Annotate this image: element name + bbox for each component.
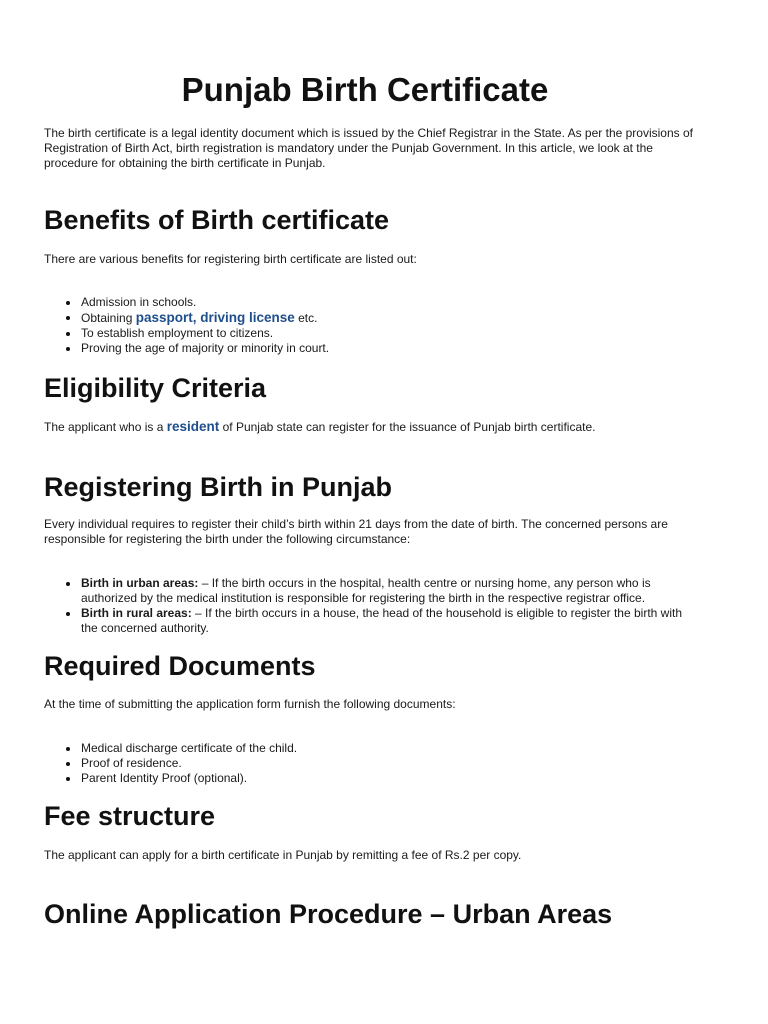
registering-list — [44, 576, 701, 636]
list-item — [81, 771, 701, 786]
benefits-intro: There are various benefits for registering birth certificate are listed out: — [44, 252, 417, 266]
documents-intro: At the time of submitting the application form furnish the following documents: — [44, 697, 456, 711]
list-item-text: etc. — [294, 311, 318, 325]
eligibility-paragraph — [44, 419, 694, 435]
list-item-text: Proving the age of majority or minority in court. — [81, 341, 330, 355]
list-item — [81, 756, 701, 771]
list-item — [81, 741, 701, 756]
documents-heading: Required Documents — [44, 651, 316, 681]
fee-paragraph: The applicant can apply for a birth certificate in Punjab by remitting a fee of Rs.2 per copy. — [44, 848, 522, 862]
registering-paragraph: Every individual requires to register their child’s birth within 21 days from the date of birth. The concerned persons are responsible for registering the birth under the following circumstance: — [44, 517, 668, 546]
eligibility-heading: Eligibility Criteria — [44, 373, 267, 403]
list-item — [81, 576, 701, 606]
fee-heading: Fee structure — [44, 801, 216, 831]
page-title: Punjab Birth Certificate — [181, 71, 549, 108]
rural-text: – If the birth occurs in a house, the head of the household is eligible to register the birth with the concerned authority. — [81, 606, 682, 635]
list-item-text: Parent Identity Proof (optional). — [81, 771, 248, 785]
resident-link[interactable]: resident — [166, 419, 220, 434]
urban-text: – If the birth occurs in the hospital, health centre or nursing home, any person who is authorized by the medical institution is responsible for registering the birth in the respective registrar office. — [81, 576, 651, 605]
eligibility-text: The applicant who is a — [44, 420, 167, 434]
rural-term: Birth in rural areas: — [81, 606, 192, 620]
online-procedure-heading: Online Application Procedure – Urban Areas — [44, 899, 613, 929]
benefits-heading: Benefits of Birth certificate — [44, 205, 390, 235]
passport-driving-license-link[interactable]: passport, driving license — [135, 310, 295, 325]
list-item — [81, 295, 701, 310]
intro-paragraph: The birth certificate is a legal identity document which is issued by the Chief Registrar in the State. As per the provisions of Registration of Birth Act, birth registration is mandatory under the Punjab Government. In this article, we look at the procedure for obtaining the birth certificate in Punjab. — [44, 126, 693, 170]
list-item-text: Medical discharge certificate of the child. — [81, 741, 298, 755]
list-item-text: Obtaining — [81, 311, 136, 325]
list-item — [81, 326, 701, 341]
list-item — [81, 606, 701, 636]
list-item-text: To establish employment to citizens. — [81, 326, 274, 340]
registering-heading: Registering Birth in Punjab — [44, 472, 393, 502]
list-item — [81, 310, 701, 326]
eligibility-text: of Punjab state can register for the issuance of Punjab birth certificate. — [219, 420, 596, 434]
list-item-text: Admission in schools. — [81, 295, 197, 309]
list-item-text: Proof of residence. — [81, 756, 182, 770]
urban-term: Birth in urban areas: — [81, 576, 199, 590]
documents-list — [44, 741, 701, 786]
list-item — [81, 341, 701, 356]
benefits-list — [44, 295, 701, 356]
